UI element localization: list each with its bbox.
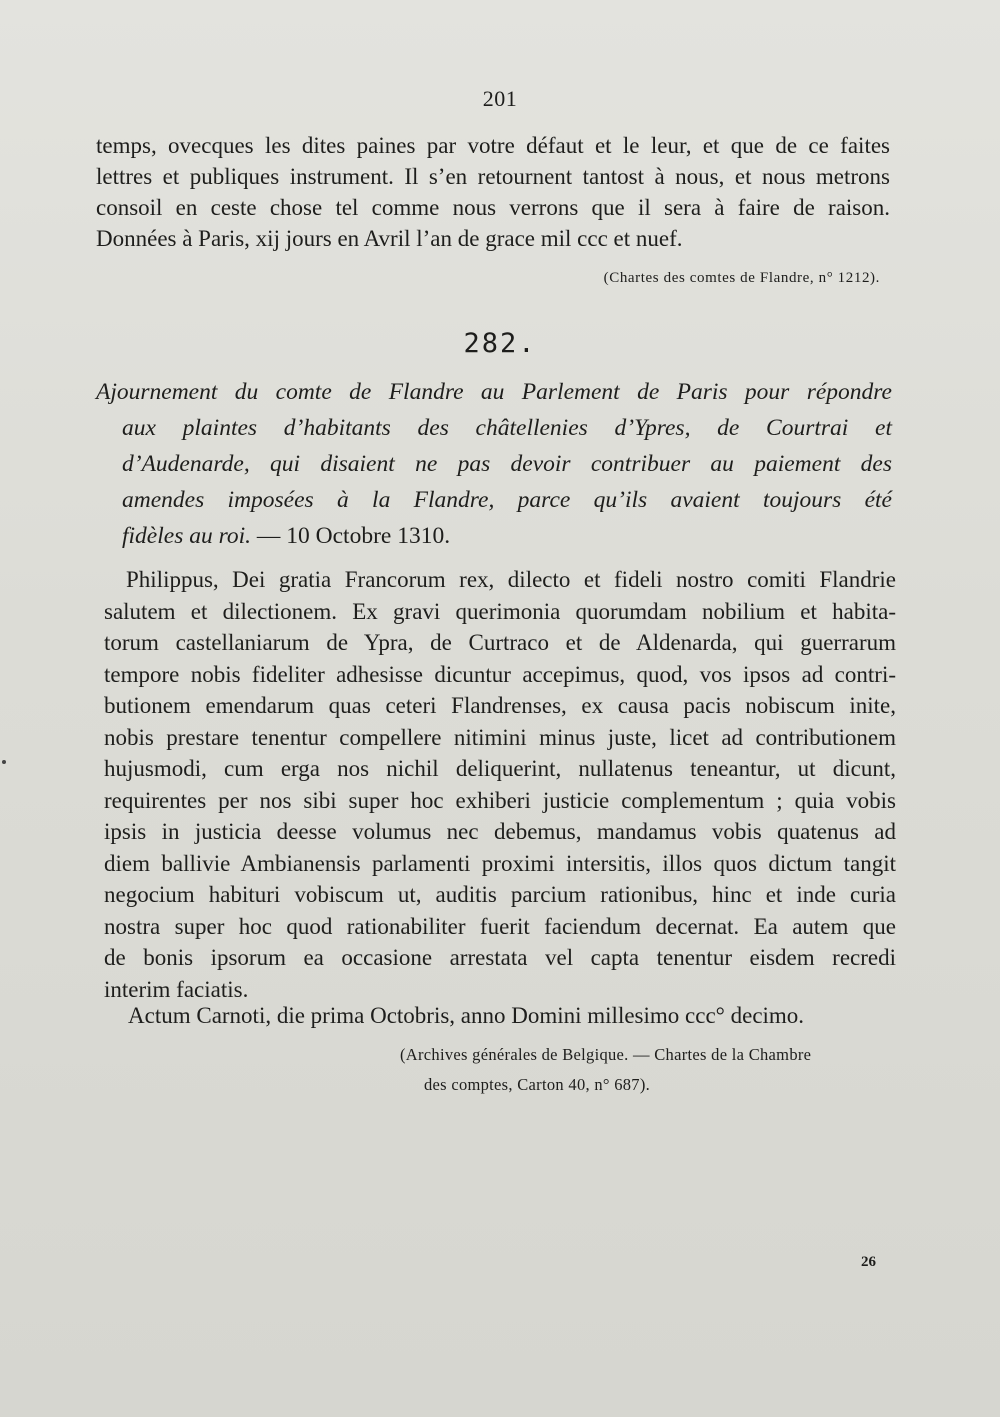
- actum-line: Actum Carnoti, die prima Octobris, anno Domini millesimo ccc° decimo.: [128, 1003, 805, 1028]
- body-line: tempore nobis fideliter adhesisse dicuntur accepimus, quod, vos ipsos ad contri-: [104, 661, 896, 687]
- archives-citation: [400, 1040, 880, 1100]
- body-line: ipsis in justicia deesse volumus nec debemus, mandamus vobis quatenus ad: [104, 819, 896, 844]
- intro-line: consoil en ceste chose tel comme nous verrons que il sera à faire de raison.: [96, 195, 890, 220]
- body-line: Philippus, Dei gratia Francorum rex, dilecto et fideli nostro comiti Flandrie: [126, 567, 896, 592]
- archives-line: des comptes, Carton 40, n° 687).: [424, 1075, 651, 1094]
- summary-line: Ajournement du comte de Flandre au Parlement de Paris pour répondre: [96, 379, 892, 405]
- intro-line: temps, ovecques les dites paines par votre défaut et le leur, et que de ce faites: [96, 133, 890, 158]
- body-line: negocium habituri vobiscum ut, auditis parcium rationibus, hinc et inde curia: [104, 882, 896, 907]
- intro-paragraph: [96, 130, 890, 254]
- intro-citation: (Chartes des comtes de Flandre, n° 1212).: [603, 270, 880, 286]
- archives-line: (Archives générales de Belgique. — Chartes de la Chambre: [400, 1045, 812, 1064]
- page-number: 201: [482, 86, 518, 111]
- ink-speck: [2, 760, 6, 764]
- signature-mark: 26: [861, 1254, 876, 1270]
- body-line: nostra super hoc quod rationabiliter fuerit faciendum decernat. Ea autem que: [104, 913, 896, 939]
- body-line: salutem et dilectionem. Ex gravi querimonia quorumdam nobilium et habita-: [104, 598, 896, 624]
- body-line: butionem emendarum quas ceteri Flandrenses, ex causa pacis nobiscum inite,: [104, 693, 896, 718]
- body-line: torum castellaniarum de Ypra, de Curtraco et de Aldenarda, qui guerrarum: [104, 630, 896, 655]
- document-summary: [96, 374, 892, 554]
- body-line: interim faciatis.: [104, 976, 249, 1002]
- document-number: 282.: [463, 328, 537, 359]
- summary-date: — 10 Octobre 1310.: [251, 523, 451, 549]
- summary-line: aux plaintes d’habitants des châtellenies d’Ypres, de Courtrai et: [122, 415, 892, 441]
- summary-line: d’Audenarde, qui disaient ne pas devoir contribuer au paiement des: [122, 451, 892, 477]
- body-line: nobis prestare tenentur compellere nitimini minus juste, licet ad contributionem: [104, 724, 896, 750]
- summary-line: amendes imposées à la Flandre, parce qu’ils avaient toujours été: [122, 487, 892, 513]
- intro-line: Données à Paris, xij jours en Avril l’an de grace mil ccc et nuef.: [96, 226, 683, 251]
- summary-line: fidèles au roi.: [122, 523, 252, 549]
- body-line: de bonis ipsorum ea occasione arrestata vel capta tenentur eisdem recredi: [104, 945, 896, 970]
- charter-body: [104, 564, 896, 1005]
- body-line: hujusmodi, cum erga nos nichil deliquerint, nullatenus teneantur, ut dicunt,: [104, 756, 896, 781]
- summary-line-last: [96, 518, 892, 554]
- body-line: diem ballivie Ambianensis parlamenti proximi intersitis, illos quos dictum tangit: [104, 850, 896, 876]
- body-line: requirentes per nos sibi super hoc exhiberi justicie complementum ; quia vobis: [104, 787, 896, 813]
- intro-line: lettres et publiques instrument. Il s’en retournent tantost à nous, et nous metrons: [96, 164, 890, 189]
